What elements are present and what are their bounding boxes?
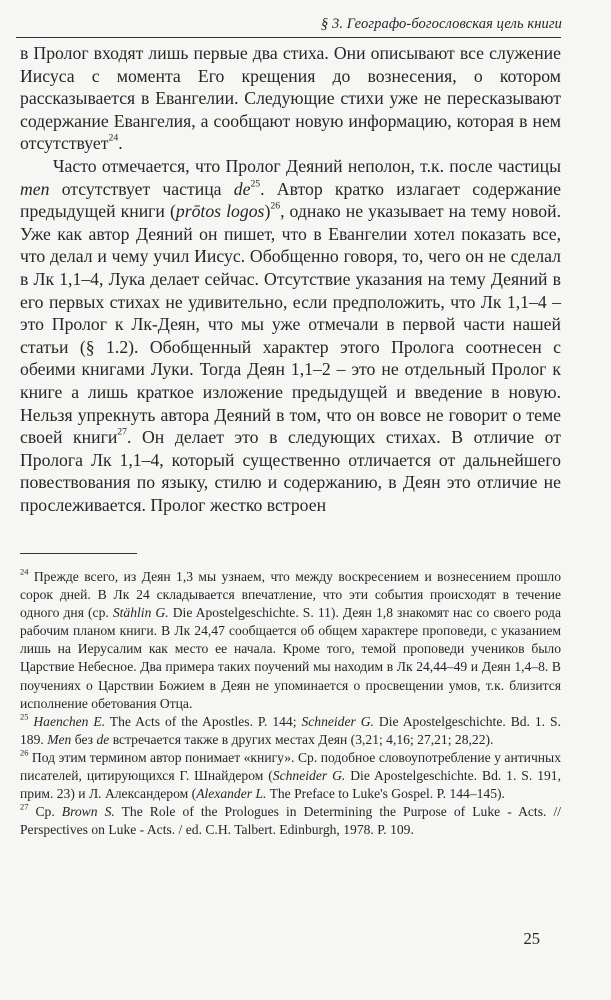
running-head: § 3. Географо-богословская цель книги — [320, 16, 562, 32]
main-text — [20, 42, 561, 516]
paragraph-2: Часто отмечается, что Пролог Деяний неполон, т.к. после частицы men отсутствует частица $de^{25}$. Автор кратко излагает содержание предыдущей книги (prōtos logos)$^{26}$, однако не указывает на тему новой. Уже как автор Деяний он пишет, что в Евангелии хотел показать все, что делал и чему учил Иисус. Обобщенно говоря, то, чего он не сделал в Лк 1,1–4, Лука делает сейчас. Отсутствие указания на тему Деяний в его первых стихах не удивительно, если предположить, что Лк 1,1–4 – это Пролог к Лк-Деян, что мы уже отмечали в первой части нашей статьи (§ 1.2). Обобщенный характер этого Пролога соотнесен с обеими книгами Луки. Тогда Деян 1,1–2 – это не отдельный Пролог к книге а лишь краткое изложение предыдущей и введение в новую. Нельзя упрекнуть автора Деяний в том, что он вовсе не говорит о теме своей книги$^{27}$. Он делает это в следующих стихах. В отличие от Пролога Лк 1,1–4, который существенно отличается от дальнейшего повествования по языку, стилю и содержанию, в Деян это отличие не прослеживается. Пролог жестко встроен — [20, 155, 561, 515]
footnotes — [20, 568, 561, 839]
header-rule — [16, 37, 561, 38]
page-number: 25 — [523, 929, 540, 948]
footnote-26: $^{26}$ Под этим термином автор понимает «книгу». Ср. подобное словоупотребление у античных писателей, цитирующихся Г. Шнайдером (Schneider G. Die Apostelgeschichte. Bd. 1. S. 191, прим. 23) и Л. Александером (Alexander L. The Preface to Luke's Gospel. P. 144–145). — [20, 747, 561, 802]
footnote-ref-25: 25 — [250, 177, 261, 189]
footnote-separator — [20, 553, 137, 554]
footnote-25: $^{25}$ Haenchen E. The Acts of the Apostles. P. 144; Schneider G. Die Apostelgeschichte. Bd. 1. S. 189. Men без de встречается также в других местах Деян (3,21; 4,16; 27,21; 28,22). — [20, 711, 561, 747]
footnote-24: $^{24}$ Прежде всего, из Деян 1,3 мы узнаем, что между воскресением и вознесением прошло сорок дней. В Лк 24 складывается впечатление, что эти события происходят в течение одного дня (ср. Stählin G. Die Apostelgeschichte. S. 11). Деян 1,8 знакомят нас со своего рода рабочим планом книги. В Лк 24,47 сообщается об общем характере проповеди, с указанием лишь на Иерусалим как место ее начала. Кроме того, темой проповеди учеников было Царствие Небесное. Два примера таких поучений мы находим в Лк 24,44–49 и Деян 1,4–8. В поучениях о Царствии Божием в Деян не упоминается о просвещении умов, т.к. близится исполнение обетования Отца. — [20, 566, 561, 711]
footnote-ref-27: 27 — [117, 426, 128, 438]
footnote-ref-26: 26 — [270, 200, 281, 212]
footnote-27: $^{27}$ Ср. Brown S. The Role of the Prologues in Determining the Purpose of Luke - Acts. // Perspectives on Luke - Acts. / ed. C.H. Talbert. Edinburgh, 1978. P. 109. — [20, 801, 561, 838]
paragraph-1: в Пролог входят лишь первые два стиха. Они описывают все служение Иисуса с момента Его крещения до вознесения, о котором рассказывается в Евангелии. Следующие стихи уже не пересказывают содержание Евангелия, а сообщают новую информацию, которая в нем отсутствует$^{24}$. — [20, 43, 561, 154]
footnote-ref-24: 24 — [108, 132, 119, 144]
